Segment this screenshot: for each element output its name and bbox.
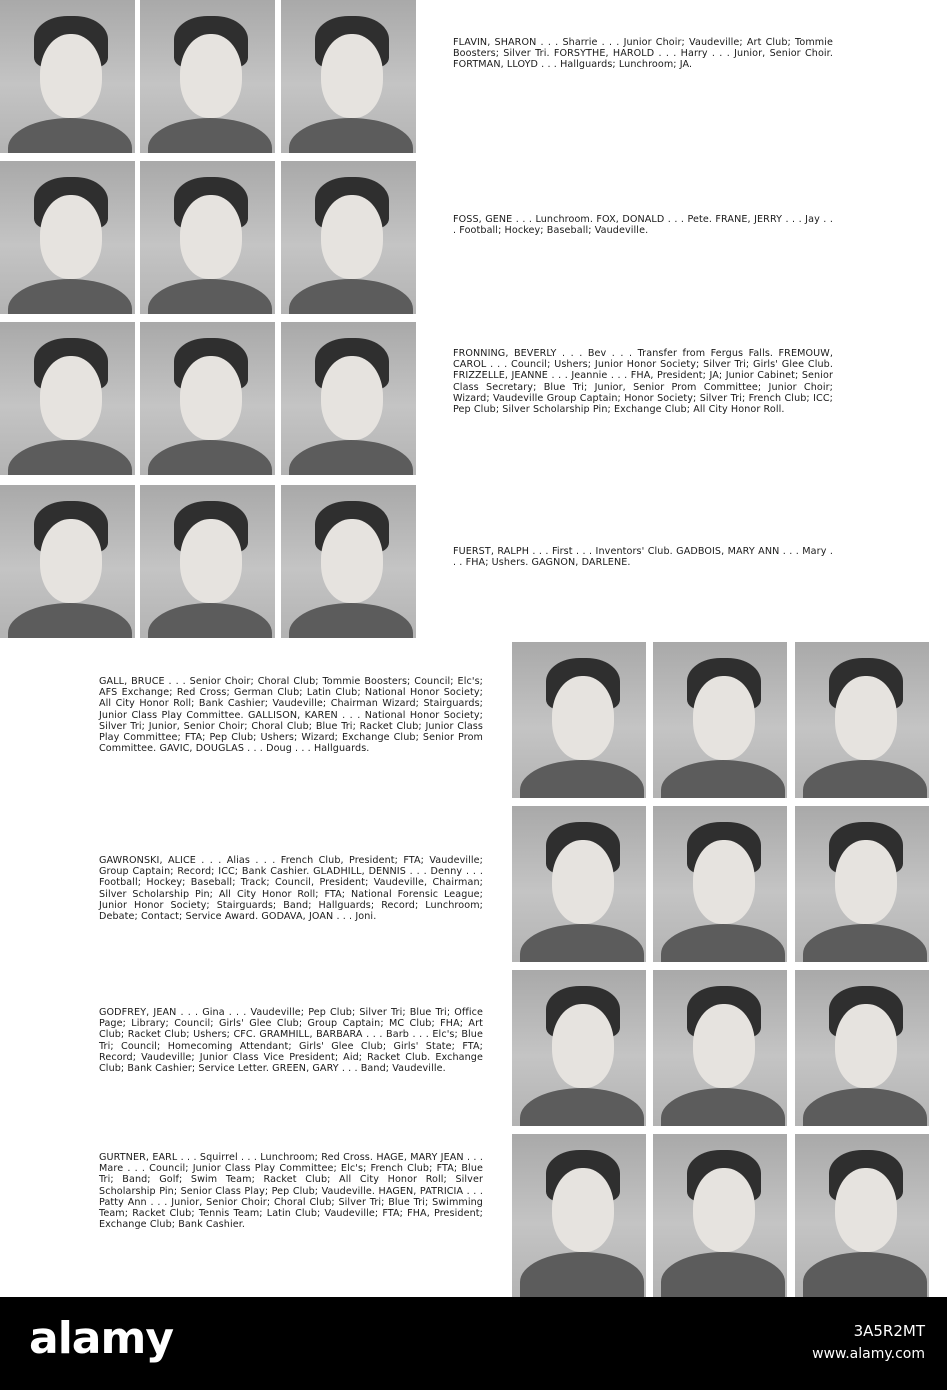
student-bio: GALL, BRUCE . . . Senior Choir; Choral Club; Tommie Boosters; Council; Elc's; AFS Exchange; Red Cross; German Club; Latin Club; National Honor Society; All City Honor Roll; Bank Cashier; Vaudeville; Chairman Wizard; Stairguards; Junior Class Play Committee. GALLISON, KAREN . . . National Honor Society; Silver Tri; Junior, Senior Choir; Choral Club; Blue Tri; Racket Club; Junior Class Play Committee; FTA; Pep Club; Ushers; Wizard; Exchange Club; Senior Prom Committee. GAVIC, DOUGLAS . . . Doug . . . Hallguards. (99, 676, 483, 755)
student-bio: GAWRONSKI, ALICE . . . Alias . . . French Club, President; FTA; Vaudeville; Group Captain; Record; ICC; Bank Cashier. GLADHILL, DENNIS . . . Denny . . . Football; Hockey; Baseball; Track; Council, President; Vaudeville, Chairman; Silver Scholarship Pin; All City Honor Roll; FTA; National Forensic League; Junior Honor Society; Stairguards; Band; Hallguards; Record; Lunchroom; Debate; Contact; Service Award. GODAVA, JOAN . . . Joni. (99, 855, 483, 923)
portrait-photo (281, 485, 416, 638)
portrait-photo (653, 970, 787, 1126)
portrait-photo (795, 806, 929, 962)
image-id-label: 3A5R2MT (853, 1322, 925, 1340)
portrait-photo (653, 1134, 787, 1297)
portrait-photo (795, 1134, 929, 1297)
portrait-photo (653, 806, 787, 962)
student-bio: FRONNING, BEVERLY . . . Bev . . . Transfer from Fergus Falls. FREMOUW, CAROL . . . Council; Ushers; Junior Honor Society; Silver Tri; Girls' Glee Club. FRIZZELLE, JEANNE . . . Jeannie . . . FHA, President; JA; Junior Cabinet; Senior Class Secretary; Blue Tri; Junior, Senior Prom Committee; Junior Choir; Wizard; Vaudeville Group Captain; Honor Society; Silver Tri; French Club; ICC; Pep Club; Silver Scholarship Pin; Exchange Club; All City Honor Roll. (453, 348, 833, 416)
portrait-photo (795, 642, 929, 798)
student-bio: FOSS, GENE . . . Lunchroom. FOX, DONALD . . . Pete. FRANE, JERRY . . . Jay . . . Football; Hockey; Baseball; Vaudeville. (453, 214, 833, 237)
portrait-photo (653, 642, 787, 798)
student-bio: FUERST, RALPH . . . First . . . Inventors' Club. GADBOIS, MARY ANN . . . Mary . . . FHA; Ushers. GAGNON, DARLENE. (453, 546, 833, 569)
portrait-photo (512, 1134, 646, 1297)
student-bio: GURTNER, EARL . . . Squirrel . . . Lunchroom; Red Cross. HAGE, MARY JEAN . . . Mare . . . Council; Junior Class Play Committee; Elc's; French Club; FTA; Blue Tri; Band; Golf; Swim Team; Racket Club; All City Honor Roll; Silver Scholarship Pin; Senior Class Play; Pep Club; Vaudeville. HAGEN, PATRICIA . . . Patty Ann . . . Junior, Senior Choir; Choral Club; Silver Tri; Blue Tri; Swimming Team; Racket Club; Tennis Team; Latin Club; Vaudeville; FTA; FHA, President; Exchange Club; Bank Cashier. (99, 1152, 483, 1231)
portrait-photo (140, 161, 275, 314)
portrait-photo (140, 485, 275, 638)
portrait-photo (0, 322, 135, 475)
portrait-photo (140, 0, 275, 153)
student-bio: FLAVIN, SHARON . . . Sharrie . . . Junior Choir; Vaudeville; Art Club; Tommie Boosters; Silver Tri. FORSYTHE, HAROLD . . . Harry . . . Junior, Senior Choir. FORTMAN, LLOYD . . . Hallguards; Lunchroom; JA. (453, 37, 833, 71)
site-url-label: www.alamy.com (812, 1346, 925, 1362)
portrait-photo (140, 322, 275, 475)
portrait-photo (281, 161, 416, 314)
alamy-logo: alamy (29, 1313, 173, 1364)
portrait-photo (281, 322, 416, 475)
portrait-photo (0, 0, 135, 153)
portrait-photo (795, 970, 929, 1126)
portrait-photo (512, 642, 646, 798)
student-bio: GODFREY, JEAN . . . Gina . . . Vaudeville; Pep Club; Silver Tri; Blue Tri; Office Page; Library; Council; Girls' Glee Club; Group Captain; MC Club; FHA; Art Club; Racket Club; Ushers; CFC. GRAMHILL, BARBARA . . . Barb . . . Elc's; Blue Tri; Council; Homecoming Attendant; Girls' Glee Club; Girls' State; FTA; Record; Vaudeville; Junior Class Vice President; Aid; Racket Club. Exchange Club; Bank Cashier; Service Letter. GREEN, GARY . . . Band; Vaudeville. (99, 1007, 483, 1075)
portrait-photo (512, 806, 646, 962)
portrait-photo (0, 161, 135, 314)
portrait-photo (512, 970, 646, 1126)
portrait-photo (281, 0, 416, 153)
portrait-photo (0, 485, 135, 638)
